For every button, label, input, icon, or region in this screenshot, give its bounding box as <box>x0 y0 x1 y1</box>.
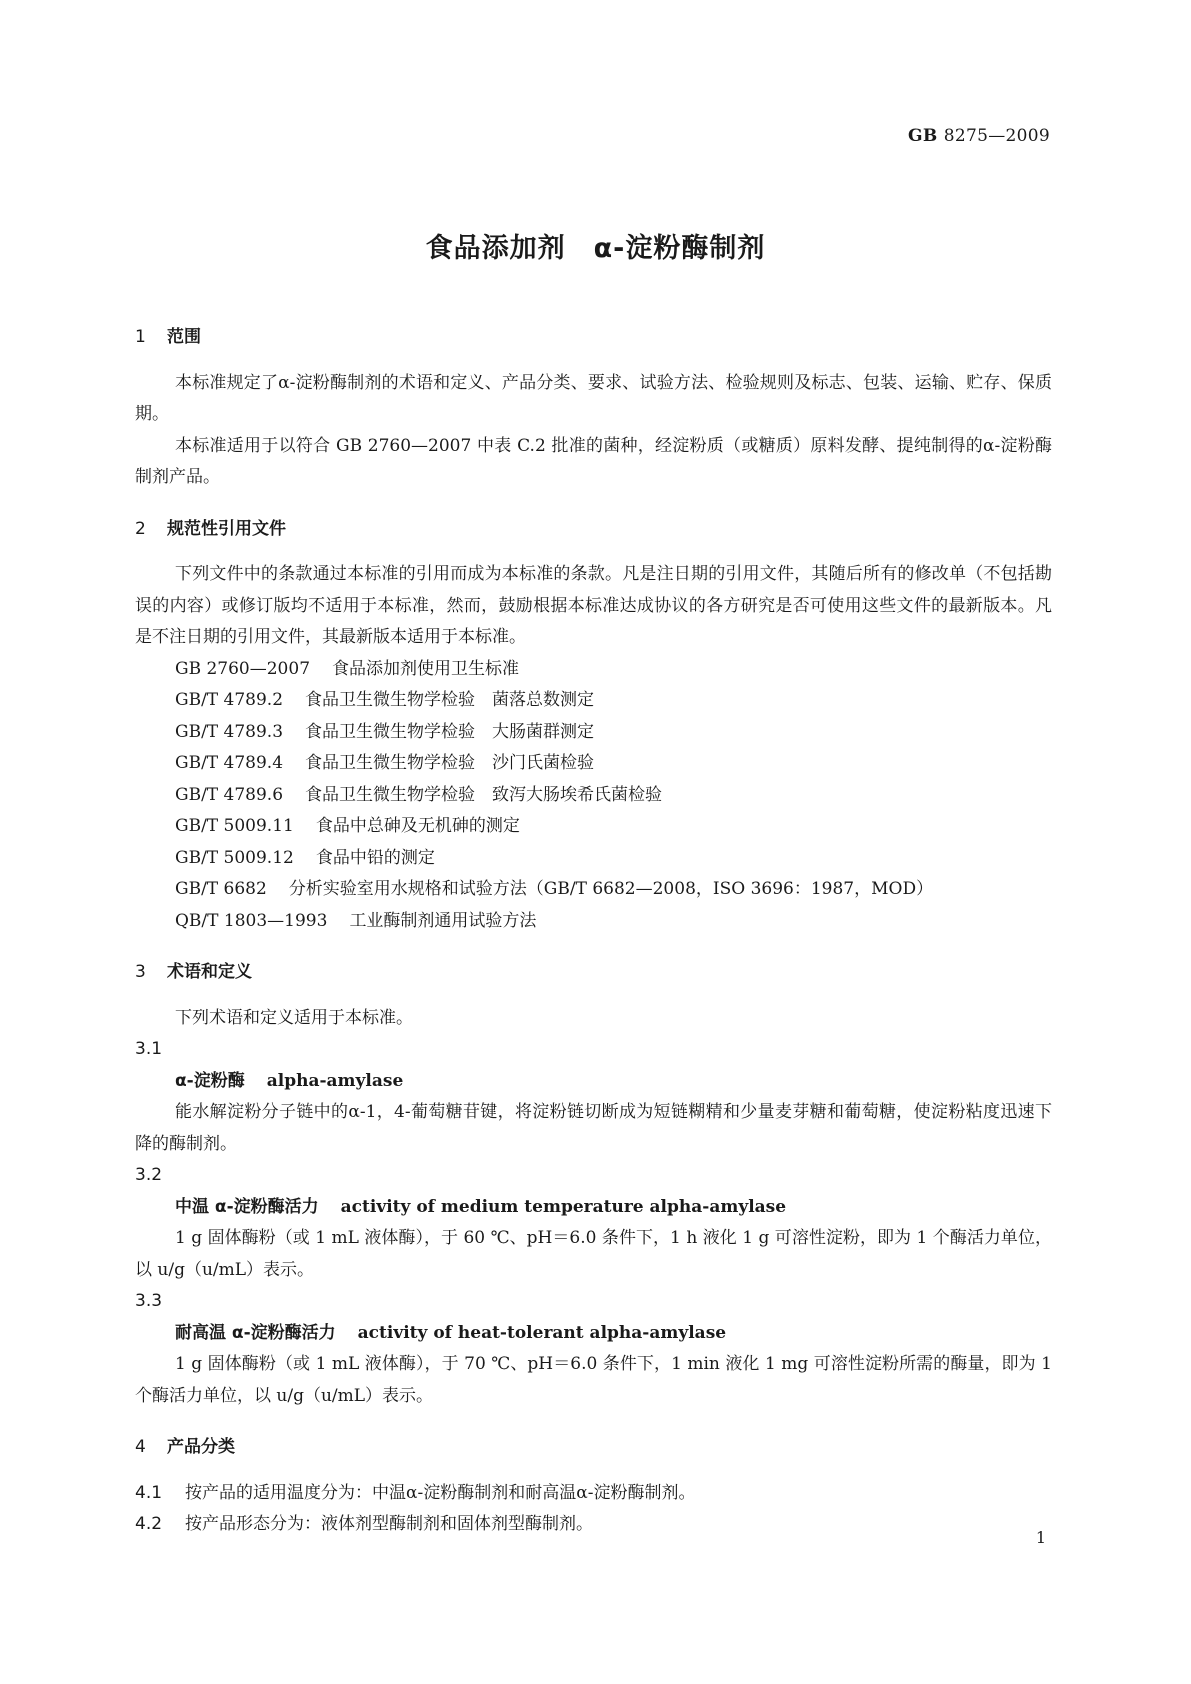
clause-item <box>135 1478 1052 1510</box>
standard-number: 8275—2009 <box>943 126 1050 146</box>
scope-paragraph-2: 本标准适用于以符合 GB 2760—2007 中表 C.2 批准的菌种，经淀粉质（或糖质）原料发酵、提纯制得的α-淀粉酶制剂产品。 <box>135 435 1052 487</box>
reference-item <box>135 874 1052 906</box>
section-heading-classification <box>135 1432 1052 1464</box>
section-title: 产品分类 <box>167 1437 235 1457</box>
term-number: 3.2 <box>135 1165 163 1185</box>
standard-code <box>908 126 1050 146</box>
term-number: 3.1 <box>135 1039 163 1059</box>
reference-title: 分析实验室用水规格和试验方法（GB/T 6682—2008，ISO 3696：1987，MOD） <box>288 879 934 899</box>
reference-code: GB/T 5009.11 <box>175 816 294 836</box>
term-definition: 1 g 固体酶粉（或 1 mL 液体酶），于 60 ℃、pH＝6.0 条件下，1 h 液化 1 g 可溶性淀粉，即为 1 个酶活力单位，以 u/g（u/mL）表示。 <box>135 1228 1052 1280</box>
section-number: 2 <box>135 518 146 539</box>
term-definition: 能水解淀粉分子链中的α-1，4-葡萄糖苷键，将淀粉链切断成为短链糊精和少量麦芽糖和葡萄糖，使淀粉粘度迅速下降的酶制剂。 <box>135 1102 1052 1154</box>
reference-title: 食品添加剂使用卫生标准 <box>332 658 520 679</box>
clause-text: 按产品形态分为：液体剂型酶制剂和固体剂型酶制剂。 <box>185 1514 593 1534</box>
standard-prefix: GB <box>908 126 938 146</box>
reference-title: 食品卫生微生物学检验 致泻大肠埃希氏菌检验 <box>305 784 663 805</box>
term-heading <box>135 1066 1052 1098</box>
term-zh: α-淀粉酶 <box>175 1070 245 1091</box>
section-number: 1 <box>135 327 146 347</box>
section-title: 规范性引用文件 <box>167 518 286 539</box>
reference-title: 食品卫生微生物学检验 大肠菌群测定 <box>305 721 595 742</box>
term-zh: 耐高温 α-淀粉酶活力 <box>175 1322 336 1343</box>
section-number: 3 <box>135 962 146 982</box>
clause-text: 按产品的适用温度分为：中温α-淀粉酶制剂和耐高温α-淀粉酶制剂。 <box>185 1482 696 1503</box>
document-title: 食品添加剂 α-淀粉酶制剂 <box>425 233 766 264</box>
section-heading-scope <box>135 322 1052 354</box>
reference-title: 食品卫生微生物学检验 菌落总数测定 <box>305 690 595 710</box>
reference-code: GB 2760—2007 <box>175 658 311 679</box>
term-number: 3.3 <box>135 1291 163 1311</box>
section-title: 术语和定义 <box>167 962 252 982</box>
reference-code: GB/T 4789.2 <box>175 690 284 710</box>
section-number: 4 <box>135 1437 146 1457</box>
clause-number: 4.2 <box>135 1514 163 1534</box>
reference-code: GB/T 4789.3 <box>175 721 284 742</box>
section-heading-normative-references <box>135 514 1052 546</box>
reference-item <box>135 685 1052 717</box>
reference-code: GB/T 4789.6 <box>175 784 284 805</box>
reference-item <box>135 717 1052 749</box>
reference-title: 食品中铅的测定 <box>315 847 435 868</box>
term-en: activity of medium temperature alpha-amylase <box>340 1196 787 1217</box>
term-heading <box>135 1318 1052 1350</box>
reference-title: 食品卫生微生物学检验 沙门氏菌检验 <box>305 753 595 773</box>
reference-code: GB/T 4789.4 <box>175 753 284 773</box>
clause-item <box>135 1509 1052 1541</box>
reference-item <box>135 780 1052 812</box>
section-title: 范围 <box>167 327 201 347</box>
reference-title: 食品中总砷及无机砷的测定 <box>315 816 520 836</box>
reference-item <box>135 748 1052 780</box>
reference-code: GB/T 5009.12 <box>175 847 294 868</box>
term-en: activity of heat-tolerant alpha-amylase <box>357 1322 727 1343</box>
document-body <box>135 322 1052 1541</box>
term-heading <box>135 1192 1052 1224</box>
clause-number: 4.1 <box>135 1482 163 1503</box>
scope-paragraph-1: 本标准规定了α-淀粉酶制剂的术语和定义、产品分类、要求、试验方法、检验规则及标志、包装、运输、贮存、保质期。 <box>135 372 1052 424</box>
reference-item <box>135 843 1052 875</box>
term-zh: 中温 α-淀粉酶活力 <box>175 1196 319 1217</box>
reference-code: QB/T 1803—1993 <box>175 910 328 931</box>
term-en: alpha-amylase <box>266 1070 404 1091</box>
reference-item <box>135 811 1052 843</box>
references-intro: 下列文件中的条款通过本标准的引用而成为本标准的条款。凡是注日期的引用文件，其随后所有的修改单（不包括勘误的内容）或修订版均不适用于本标准，然而，鼓励根据本标准达成协议的各方研究是否可使用这些文件的最新版本。凡是不注日期的引用文件，其最新版本适用于本标准。 <box>135 564 1052 647</box>
terms-intro: 下列术语和定义适用于本标准。 <box>175 1007 413 1028</box>
reference-item <box>135 654 1052 686</box>
page-number: 1 <box>1035 1528 1046 1547</box>
section-heading-terms <box>135 957 1052 989</box>
reference-title: 工业酶制剂通用试验方法 <box>349 910 537 931</box>
reference-code: GB/T 6682 <box>175 879 267 899</box>
term-definition: 1 g 固体酶粉（或 1 mL 液体酶），于 70 ℃、pH＝6.0 条件下，1 min 液化 1 mg 可溶性淀粉所需的酶量，即为 1 个酶活力单位，以 u/g（u/mL）表示。 <box>135 1354 1052 1406</box>
reference-item <box>135 906 1052 938</box>
